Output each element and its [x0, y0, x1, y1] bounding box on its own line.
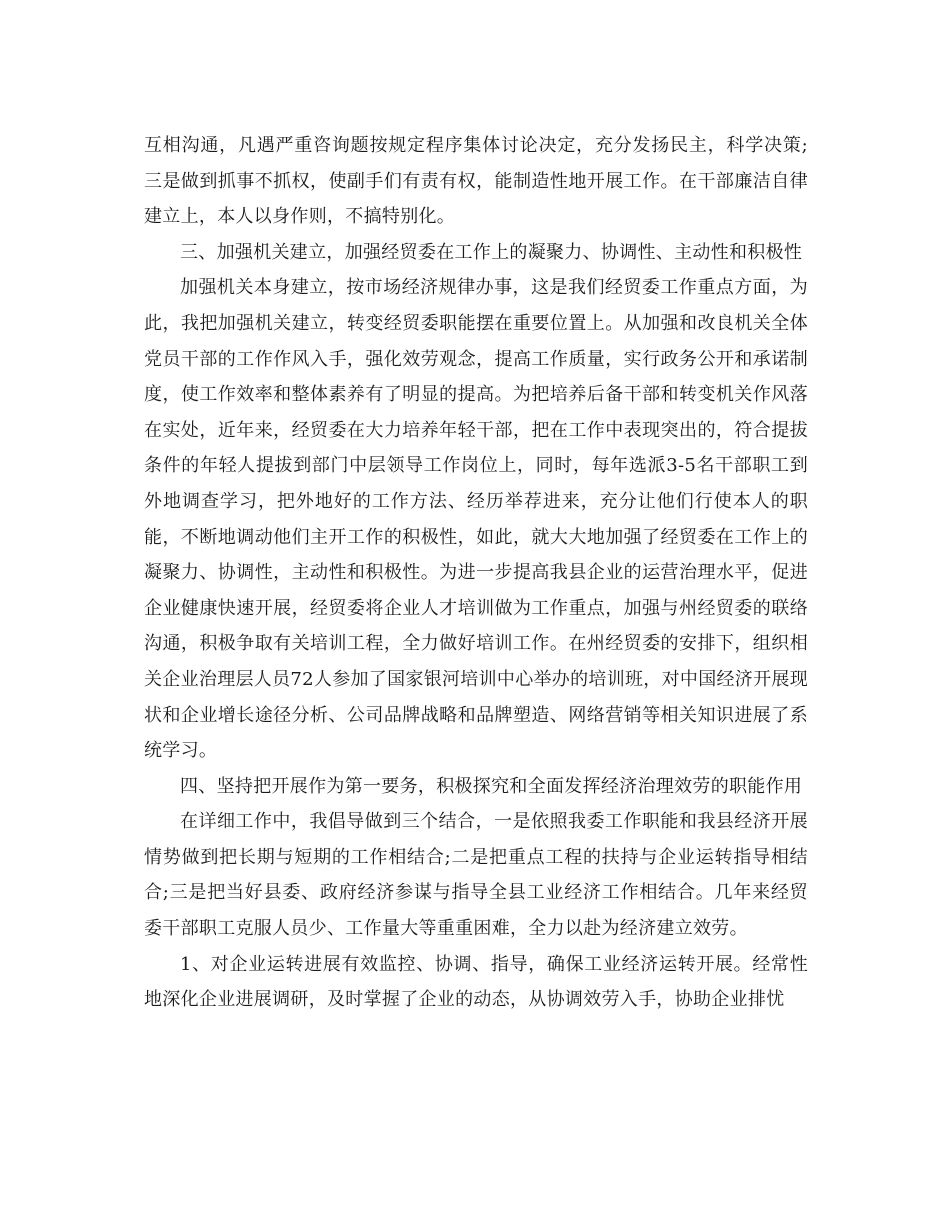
- body-paragraph: 加强机关本身建立，按市场经济规律办事，这是我们经贸委工作重点方面，为此，我把加强机关建立，转变经贸委职能摆在重要位置上。从加强和改良机关全体党员干部的工作作风入手，强化效劳观念，提高工作质量，实行政务公开和承诺制度，使工作效率和整体素养有了明显的提高。为把培养后备干部和转变机关作风落在实处，近年来，经贸委在大力培养年轻干部，把在工作中表现突出的，符合提拔条件的年轻人提拔到部门中层领导工作岗位上，同时，每年选派3-5名干部职工到外地调查学习，把外地好的工作方法、经历举荐进来，充分让他们行使本人的职能，不断地调动他们主开工作的积极性，如此，就大大地加强了经贸委在工作上的凝聚力、协调性，主动性和积极性。为进一步提高我县企业的运营治理水平，促进企业健康快速开展，经贸委将企业人才培训做为工作重点，加强与州经贸委的联络沟通，积极争取有关培训工程，全力做好培训工作。在州经贸委的安排下，组织相关企业治理层人员72人参加了国家银河培训中心举办的培训班，对中国经济开展现状和企业增长途径分析、公司品牌战略和品牌塑造、网络营销等相关知识进展了系统学习。: [144, 277, 809, 762]
- section-heading-4: 四、坚持把开展作为第一要务，积极探究和全面发挥经济治理效劳的职能作用: [180, 775, 803, 797]
- section-heading-3: 三、加强机关建立，加强经贸委在工作上的凝聚力、协调性、主动性和积极性: [180, 241, 803, 263]
- body-paragraph: 互相沟通，凡遇严重咨询题按规定程序集体讨论决定，充分发扬民主，科学决策;三是做到抓事不抓权，使副手们有责有权，能制造性地开展工作。在干部廉洁自律建立上，本人以身作则，不搞特别化。: [144, 135, 808, 228]
- document-body: [144, 128, 808, 1018]
- list-item-1: 1、对企业运转进展有效监控、协调、指导，确保工业经济运转开展。经常性地深化企业进展调研，及时掌握了企业的动态，从协调效劳入手，协助企业排忧: [144, 953, 808, 1011]
- body-paragraph: 在详细工作中，我倡导做到三个结合，一是依照我委工作职能和我县经济开展情势做到把长期与短期的工作相结合;二是把重点工程的扶持与企业运转指导相结合;三是把当好县委、政府经济参谋与指导全县工业经济工作相结合。几年来经贸委干部职工克服人员少、工作量大等重重困难，全力以赴为经济建立效劳。: [144, 811, 808, 940]
